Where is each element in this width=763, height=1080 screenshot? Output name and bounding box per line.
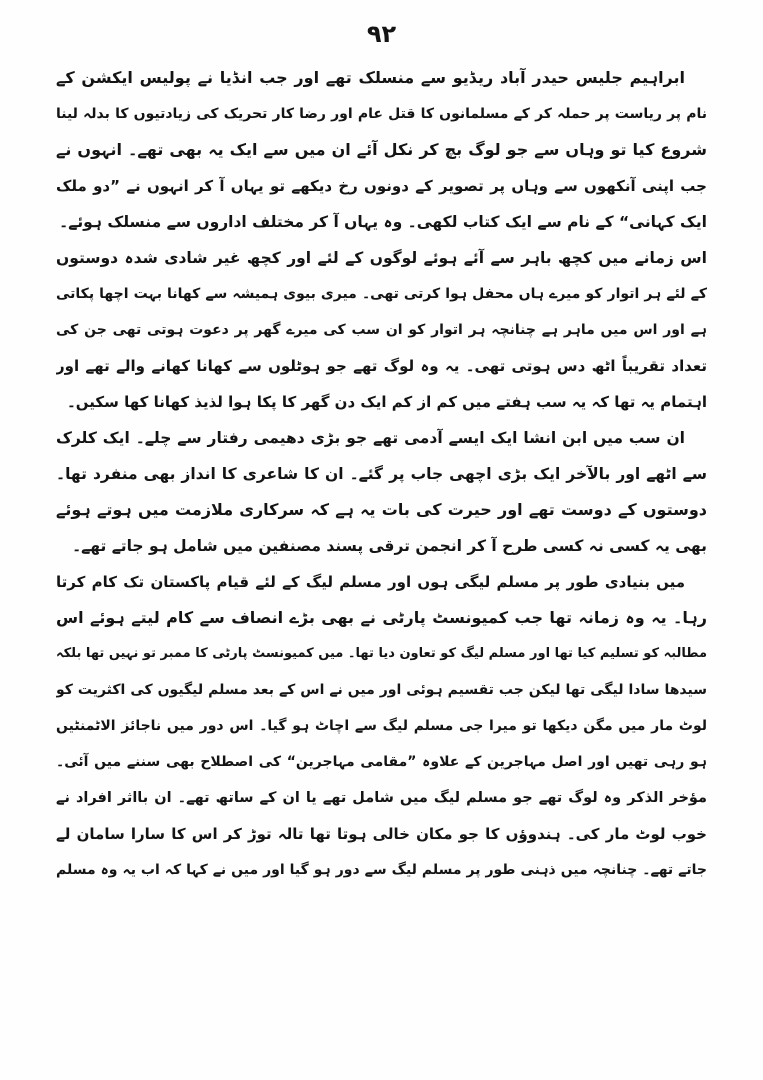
page-number: ۹۲ <box>366 20 397 48</box>
text-line: اس زمانے میں کچھ باہر سے آئے ہوئے لوگوں کے لئے اور کچھ غیر شادی شدہ دوستوں <box>56 249 707 267</box>
text-line: جاتے تھے۔ چنانچہ میں ذہنی طور پر مسلم لیگ سے دور ہو گیا اور میں نے کہا کہ اب یہ وہ مسلم <box>56 862 707 878</box>
text-line: خوب لوٹ مار کی۔ ہندوؤں کا جو مکان خالی ہوتا تھا تالہ توڑ کر اس کا سارا سامان لے <box>56 825 707 843</box>
text-line: جب اپنی آنکھوں سے وہاں پر تصویر کے دونوں رخ دیکھے تو یہاں آ کر انہوں نے ”دو ملک <box>56 177 707 195</box>
text-line: لوٹ مار میں مگن دیکھا تو میرا جی مسلم لیگ سے اچاٹ ہو گیا۔ اس دور میں ناجائز الاٹمنٹیں <box>56 718 707 734</box>
text-line: مؤخر الذکر وہ لوگ تھے جو مسلم لیگ میں شامل تھے یا ان کے ساتھ تھے۔ ان بااثر افراد نے <box>56 790 707 806</box>
text-line: ابراہیم جلیس حیدر آباد ریڈیو سے منسلک تھے اور جب انڈیا نے پولیس ایکشن کے <box>56 68 685 87</box>
text-line: نام پر ریاست پر حملہ کر کے مسلمانوں کا قتل عام اور رضا کار تحریک کی زیادتیوں کا بدلہ لینا <box>56 106 707 122</box>
text-line: ہے اور اس میں ماہر ہے چنانچہ ہر اتوار کو ان سب کی میرے گھر پر دعوت ہوتی تھی جن کی <box>56 322 707 338</box>
text-line: کے لئے ہر اتوار کو میرے ہاں محفل ہوا کرتی تھی۔ میری بیوی ہمیشہ سے کھانا بہت اچھا پکاتی <box>56 286 707 302</box>
text-line: ہو رہی تھیں اور اصل مہاجرین کے علاوہ ”مقامی مہاجرین“ کی اصطلاح بھی سننے میں آئی۔ <box>56 754 707 770</box>
text-line: اہتمام یہ تھا کہ یہ سب ہفتے میں کم از کم ایک دن گھر کا پکا ہوا لذیذ کھانا کھا سکیں۔ <box>66 393 707 411</box>
page-body-text <box>56 60 707 888</box>
text-line: شروع کیا تو وہاں سے جو لوگ بچ کر نکل آئے ان میں سے ایک یہ بھی تھے۔ انہوں نے <box>56 140 707 159</box>
text-line: بھی یہ کسی نہ کسی طرح آ کر انجمن ترقی پسند مصنفین میں شامل ہو جاتے تھے۔ <box>72 537 707 555</box>
text-line: دوستوں کے دوست تھے اور حیرت کی بات یہ ہے کہ سرکاری ملازمت میں ہوتے ہوئے <box>56 500 707 519</box>
text-line: رہا۔ یہ وہ زمانہ تھا جب کمیونسٹ پارٹی نے بھی بڑے انصاف سے کام لیتے ہوئے اس <box>56 608 707 627</box>
text-line: مطالبہ کو تسلیم کیا تھا اور مسلم لیگ کو تعاون دیا تھا۔ میں کمیونسٹ پارٹی کا ممبر تو نہیں تھا بلکہ <box>56 646 707 661</box>
text-line: ان سب میں ابن انشا ایک ایسے آدمی تھے جو بڑی دھیمی رفتار سے چلے۔ ایک کلرک <box>56 429 685 447</box>
text-line: ایک کہانی“ کے نام سے ایک کتاب لکھی۔ وہ یہاں آ کر مختلف اداروں سے منسلک ہوئے۔ <box>59 213 707 231</box>
text-line: سے اٹھے اور بالآخر ایک بڑی اچھی جاب پر گئے۔ ان کا شاعری کا انداز بھی منفرد تھا۔ <box>56 465 707 483</box>
text-line: میں بنیادی طور پر مسلم لیگی ہوں اور مسلم لیگ کے لئے قیام پاکستان تک کام کرتا <box>56 573 685 591</box>
text-line: تعداد تقریباً اٹھ دس ہوتی تھی۔ یہ وہ لوگ تھے جو ہوٹلوں سے کھانا کھانے والے تھے اور <box>56 357 707 375</box>
text-line: سیدھا سادا لیگی تھا لیکن جب تقسیم ہوئی اور میں نے اس کے بعد مسلم لیگیوں کی اکثریت کو <box>56 682 707 698</box>
